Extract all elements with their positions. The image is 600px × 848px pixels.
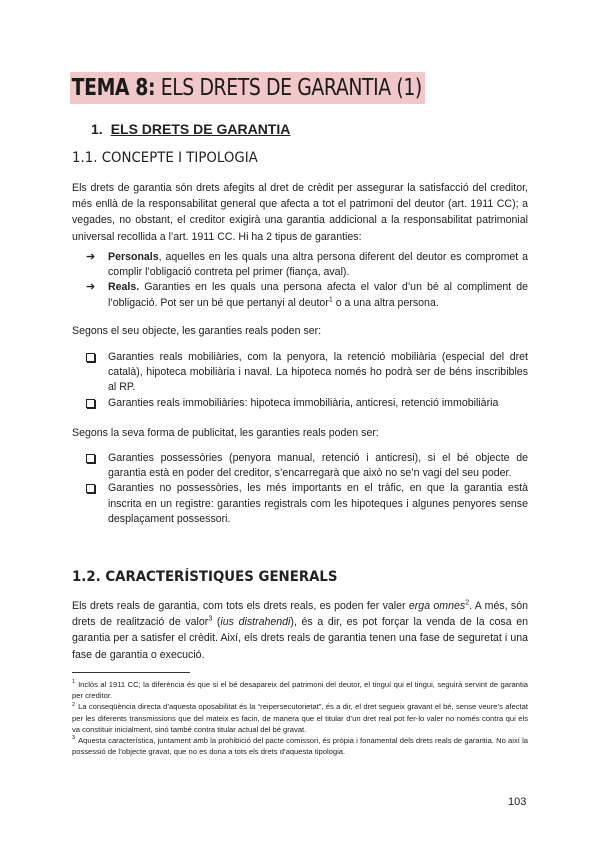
subsection-heading-1-2: 1.2. CARACTERÍSTIQUES GENERALS — [72, 569, 338, 585]
footnote-ref: 2 — [465, 599, 470, 607]
list-item: ➔ Personals, aquelles en les quals una altra persona diferent del deutor es compromet a complir l’obligació contreta pel primer (fiança, aval). — [86, 251, 528, 279]
arrow-icon: ➔ — [86, 251, 96, 263]
checkbox-bullet-icon — [86, 399, 95, 408]
chapter-prefix: TEMA 8: — [71, 75, 156, 101]
footnote-ref: 1 — [328, 296, 333, 304]
section-title: ELS DRETS DE GARANTIA — [110, 121, 291, 137]
guarantee-types-list — [84, 250, 528, 311]
checkbox-bullet-icon — [86, 353, 95, 362]
by-object-list — [84, 350, 528, 411]
footnote: $^3$ Aquesta característica, juntament amb la prohibició del pacte comissori, és pròpia i fonamental dels drets reals de garantia. No així la possessió de l’objecte gravat, que no es dona a tots els drets d’aquesta tipologia. — [72, 735, 528, 757]
footnote-ref: 3 — [208, 615, 213, 623]
intro-paragraph: Els drets de garantia són drets afegits al dret de crèdit per assegurar la satisfacció del creditor, més enllà de la responsabilitat general que afecta a tot el patrimoni del deutor (art. 1911 CC); a vegades, no obstant, el creditor exigirà una garantia addicional a la responsabilitat patrimonial universal recollida a l’art. 1911 CC. Hi ha 2 tipus de garanties: — [72, 182, 528, 243]
list-item: Garanties reals immobiliàries: hipoteca immobiliària, anticresi, retenció immobiliària — [84, 396, 528, 411]
list-item: Garanties possessòries (penyora manual, retenció i anticresi), si el bé objecte de garantia està en poder del creditor, s’encarregarà que això no se’n vagi del seu poder. — [84, 451, 528, 481]
by-publicity-list — [84, 451, 528, 527]
arrow-icon: ➔ — [86, 281, 96, 294]
footnote: $^1$ Inclòs al 1911 CC; la diferència és que si el bé desapareix del patrimoni del deutor, el tinguí qui el tingui, seguirà servint de garantia per creditor. — [72, 679, 528, 701]
chapter-name: ELS DRETS DE GARANTIA (1) — [155, 75, 422, 101]
checkbox-bullet-icon — [86, 484, 95, 493]
section-number: 1. — [91, 121, 103, 137]
checkbox-bullet-icon — [86, 454, 95, 463]
footnote: $^2$ La conseqüència directa d’aquesta oposabilitat és la “reipersecutorietat”, és a dir, el dret segueix gravant el bé, sense veure’s afectat per les diferents transmissions que del mateix es facin, de manera que el titular d’un dret real pot fer-lo valer no només contra qui els va constituir inicialment, sinó també contra titular actual del bé gravat. — [72, 701, 528, 734]
general-paragraph: Els drets reals de garantia, com tots els drets reals, es poden fer valer erga omnes$^2$. A més, són drets de realització de valor$^3$ (ius distrahendi), és a dir, es pot forçar la venda de la cosa en garantia per a satisfer el crèdit. Així, els drets reals de garantia tenen una fase de seguretat i una fase de garantia o execució. — [72, 599, 529, 661]
chapter-title — [70, 72, 425, 104]
by-object-intro: Segons el seu objecte, les garanties reals poden ser: — [72, 325, 322, 337]
by-publicity-intro: Segons la seva forma de publicitat, les garanties reals poden ser: — [72, 427, 379, 439]
footnote-divider — [72, 672, 190, 673]
footnotes — [72, 679, 528, 757]
subsection-heading-1-1: 1.1. CONCEPTE I TIPOLOGIA — [72, 150, 258, 166]
page-number: 103 — [508, 796, 527, 808]
section-heading — [91, 121, 290, 137]
list-item: Garanties reals mobiliàries, com la penyora, la retenció mobiliària (especial del dret català), hipoteca mobiliària i naval. La hipoteca només ho podrà ser de béns inscribibles al RP. — [84, 350, 528, 396]
list-item: ➔ Reals. Garanties en les quals una persona afecta el valor d’un bé al compliment de l’obligació. Pot ser un bé que pertanyi al deutor$^1$ o a una altra persona. — [86, 281, 528, 309]
list-item: Garanties no possessòries, les més importants en el tràfic, en que la garantia està inscrita en un registre: garanties registrals com les hipoteques i algunes penyores sense desplaçament possessori. — [84, 481, 528, 527]
